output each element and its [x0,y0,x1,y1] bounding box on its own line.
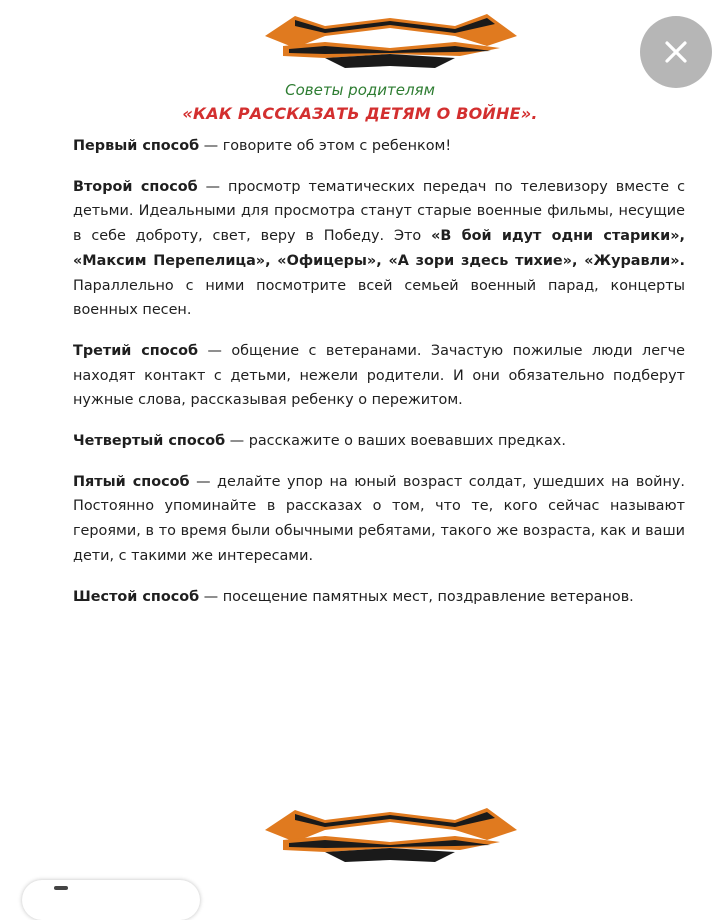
advice-paragraph [73,339,685,413]
advice-paragraph [73,585,685,610]
advice-paragraph [73,470,685,569]
advice-paragraph [73,134,685,159]
advice-text: — просмотр тематических передач по телевизору вместе с детьми. Идеальными для просмотра станут старые военные фильмы, несущие в себе доброту, свет, веру в Победу. Это [73,178,685,245]
ribbon-stripes [265,808,517,862]
advice-text: — расскажите о ваших воевавших предках. [225,433,566,450]
advice-text: — общение с ветеранами. Зачастую пожилые люди легче находят контакт с детьми, нежели родители. И они обязательно подберут нужные слова, рассказывая ребенку о пережитом. [73,342,685,409]
st-george-ribbon-bottom [255,798,525,868]
page-title: «КАК РАССКАЗАТЬ ДЕТЯМ О ВОЙНЕ». [182,104,538,123]
advice-paragraph [73,175,685,323]
advice-list [73,134,685,625]
st-george-ribbon-top [255,6,525,76]
close-icon [661,37,691,67]
ribbon-stripes [265,14,517,68]
advice-lead: Пятый способ [73,473,190,490]
advice-text: — говорите об этом с ребенком! [199,138,452,154]
advice-lead: Третий способ [73,342,199,359]
advice-lead: Первый способ [73,138,200,154]
bottom-toolbar[interactable] [22,880,200,920]
toolbar-handle [54,886,68,890]
advice-lead: Шестой способ [73,588,200,605]
advice-lead: Четвертый способ [73,433,226,450]
subtitle: Советы родителям [285,81,435,99]
advice-text: Параллельно с ними посмотрите всей семьей военный парад, концерты военных песен. [73,277,685,319]
close-button[interactable] [640,16,712,88]
advice-text: — посещение памятных мест, поздравление ветеранов. [199,588,634,605]
film-list: «В бой идут одни старики», «Максим Перепелица», «Офицеры», «А зори здесь тихие», «Журавли». [73,228,685,269]
advice-text: — делайте упор на юный возраст солдат, ушедших на войну. Постоянно упоминайте в рассказах о том, что те, кого сейчас называют героями, в то время были обычными ребятами, такого же возраста, как и ваши дети, с такими же интересами. [73,473,685,564]
advice-lead: Второй способ [73,178,198,195]
advice-paragraph [73,429,685,454]
